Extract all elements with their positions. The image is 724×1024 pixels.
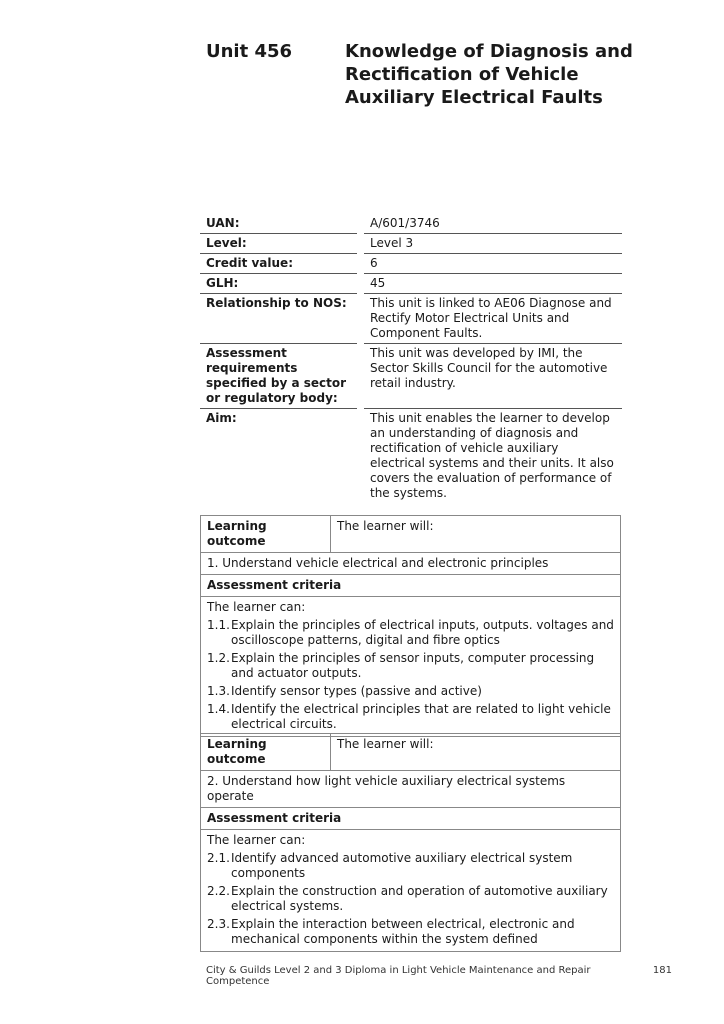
page-footer bbox=[206, 965, 672, 987]
criterion-number: 1.2. bbox=[207, 651, 230, 665]
criterion-text: Explain the interaction between electrical, electronic and mechanical components within the system defined bbox=[231, 917, 575, 946]
detail-gap bbox=[357, 234, 364, 254]
detail-key: UAN: bbox=[200, 214, 357, 234]
outcome-header-value: The learner will: bbox=[337, 737, 434, 751]
criterion-text: Identify sensor types (passive and active) bbox=[231, 684, 482, 698]
criterion bbox=[207, 884, 614, 914]
detail-value: Level 3 bbox=[364, 234, 622, 254]
outcome-header-label: Learning outcome bbox=[201, 734, 331, 770]
detail-value: A/601/3746 bbox=[364, 214, 622, 234]
criterion bbox=[207, 651, 614, 681]
criteria-body bbox=[201, 597, 620, 736]
detail-key: Aim: bbox=[206, 411, 237, 425]
detail-key: Assessment requirements specified by a sector or regulatory body: bbox=[200, 344, 357, 409]
unit-number: Unit 456 bbox=[206, 41, 293, 62]
detail-gap bbox=[357, 274, 364, 294]
unit-details-table bbox=[200, 214, 622, 503]
criterion-number: 2.3. bbox=[207, 917, 230, 931]
outcome-header-value: The learner will: bbox=[337, 519, 434, 533]
outcome-header-label: Learning outcome bbox=[201, 516, 331, 552]
detail-key: GLH: bbox=[200, 274, 357, 294]
criterion bbox=[207, 917, 614, 947]
detail-gap bbox=[357, 214, 364, 234]
outcome-header bbox=[201, 734, 620, 771]
criteria-title: Assessment criteria bbox=[201, 575, 620, 597]
detail-row bbox=[200, 254, 622, 274]
detail-key: Credit value: bbox=[200, 254, 357, 274]
outcome-header bbox=[201, 516, 620, 553]
detail-value: 6 bbox=[364, 254, 622, 274]
detail-gap bbox=[357, 294, 364, 344]
detail-value: This unit was developed by IMI, the Sector Skills Council for the automotive retail industry. bbox=[364, 344, 622, 409]
criteria-body bbox=[201, 830, 620, 951]
outcome-statement: 2. Understand how light vehicle auxiliary electrical systems operate bbox=[201, 771, 620, 808]
page-number: 181 bbox=[652, 965, 672, 976]
detail-value: 45 bbox=[364, 274, 622, 294]
detail-gap bbox=[357, 254, 364, 274]
criterion bbox=[207, 684, 614, 699]
criterion-number: 2.1. bbox=[207, 851, 230, 865]
criteria-intro: The learner can: bbox=[207, 833, 306, 847]
detail-value: This unit enables the learner to develop an understanding of diagnosis and rectification of vehicle auxiliary electrical systems and their units. It also covers the evaluation of performance of the systems. bbox=[370, 411, 614, 500]
detail-value: This unit is linked to AE06 Diagnose and Rectify Motor Electrical Units and Component Faults. bbox=[364, 294, 622, 344]
detail-gap bbox=[357, 409, 364, 504]
criterion-text: Explain the principles of sensor inputs, computer processing and actuator outputs. bbox=[231, 651, 595, 680]
footer-text: City & Guilds Level 2 and 3 Diploma in Light Vehicle Maintenance and Repair Competence bbox=[206, 965, 591, 987]
criterion-number: 1.4. bbox=[207, 702, 230, 716]
criterion-text: Explain the principles of electrical inputs, outputs. voltages and oscilloscope patterns, digital and fibre optics bbox=[231, 618, 614, 647]
detail-key: Level: bbox=[200, 234, 357, 254]
outcome-statement: 1. Understand vehicle electrical and electronic principles bbox=[201, 553, 620, 575]
detail-key: Relationship to NOS: bbox=[200, 294, 357, 344]
criterion-number: 1.3. bbox=[207, 684, 230, 698]
criterion-text: Identify the electrical principles that are related to light vehicle electrical circuits. bbox=[231, 702, 611, 731]
detail-row bbox=[200, 294, 622, 344]
learning-outcome-1 bbox=[200, 515, 621, 737]
detail-gap bbox=[357, 344, 364, 409]
criterion-number: 1.1. bbox=[207, 618, 230, 632]
criterion bbox=[207, 702, 614, 732]
criterion-number: 2.2. bbox=[207, 884, 230, 898]
criteria-intro: The learner can: bbox=[207, 600, 306, 614]
criteria-title: Assessment criteria bbox=[201, 808, 620, 830]
detail-row bbox=[200, 234, 622, 254]
unit-title: Knowledge of Diagnosis and Rectification of Vehicle Auxiliary Electrical Faults bbox=[345, 41, 633, 108]
criterion-text: Explain the construction and operation of automotive auxiliary electrical systems. bbox=[231, 884, 608, 913]
detail-row bbox=[200, 344, 622, 409]
criterion bbox=[207, 618, 614, 648]
detail-row bbox=[200, 214, 622, 234]
criterion-text: Identify advanced automotive auxiliary electrical system components bbox=[231, 851, 573, 880]
learning-outcome-2 bbox=[200, 733, 621, 952]
criterion bbox=[207, 851, 614, 881]
detail-row bbox=[200, 409, 622, 504]
detail-row bbox=[200, 274, 622, 294]
